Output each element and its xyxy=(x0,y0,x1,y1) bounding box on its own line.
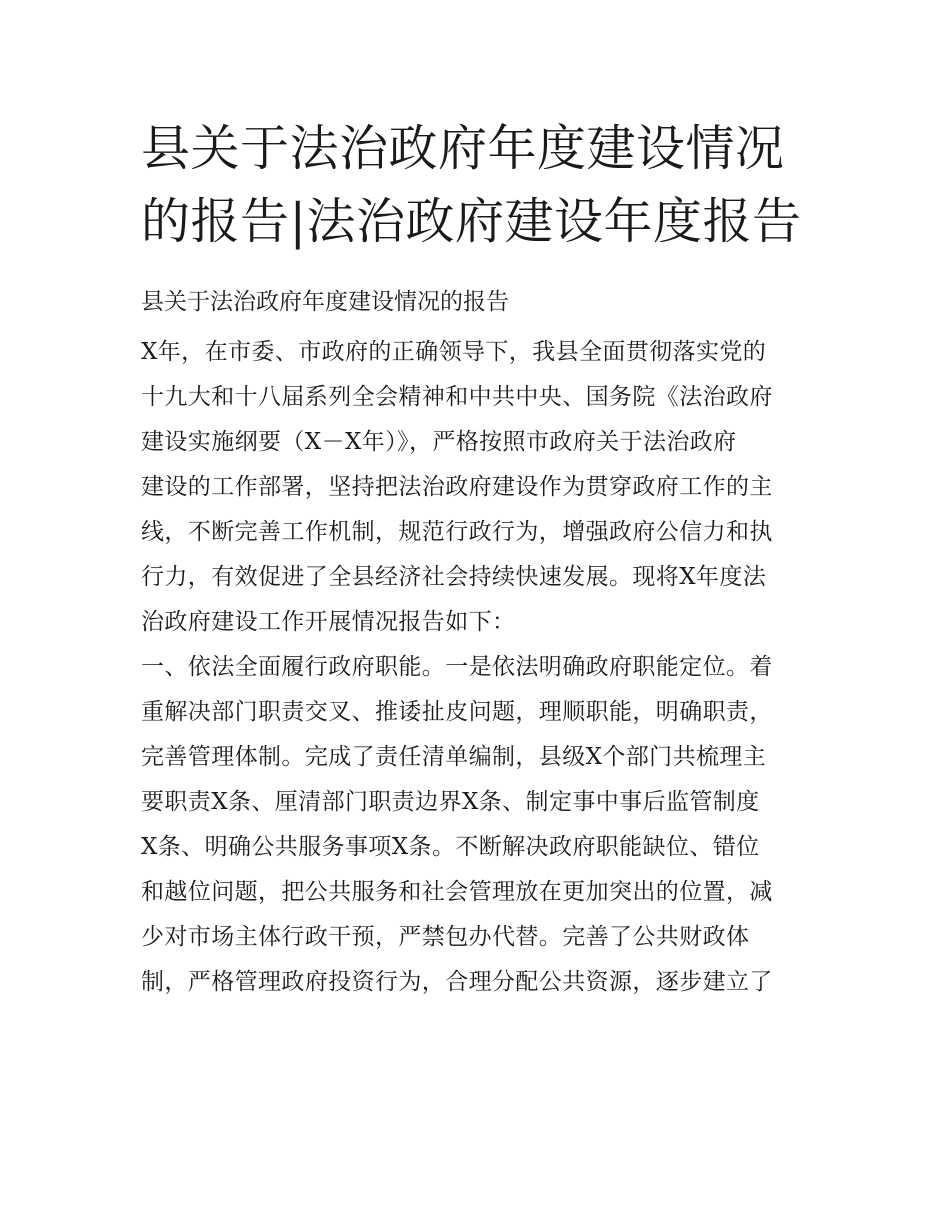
body-line: 一、依法全面履行政府职能。一是依法明确政府职能定位。着 xyxy=(141,654,773,680)
body-line: 行力，有效促进了全县经济社会持续快速发展。现将X年度法 xyxy=(141,564,767,590)
body-line: 制，严格管理政府投资行为，合理分配公共资源，逐步建立了 xyxy=(141,969,773,995)
body-line: 少对市场主体行政干预，严禁包办代替。完善了公共财政体 xyxy=(141,924,750,950)
document-body xyxy=(141,330,831,1005)
document-title-line: 县关于法治政府年度建设情况 xyxy=(141,120,785,177)
body-line: 治政府建设工作开展情况报告如下： xyxy=(141,609,516,635)
body-line: 十九大和十八届系列全会精神和中共中央、国务院《法治政府 xyxy=(141,384,773,410)
document-title-line: 的报告|法治政府建设年度报告 xyxy=(141,193,802,250)
body-line: 完善管理体制。完成了责任清单编制，县级X个部门共梳理主 xyxy=(141,744,767,770)
body-line: 和越位问题，把公共服务和社会管理放在更加突出的位置，减 xyxy=(141,879,773,905)
body-line: 建设实施纲要（X－X年）》，严格按照市政府关于法治政府 xyxy=(141,429,737,455)
body-line: 要职责X条、厘清部门职责边界X条、制定事中事后监管制度 xyxy=(141,789,760,815)
body-line: X条、明确公共服务事项X条。不断解决政府职能缺位、错位 xyxy=(141,834,760,860)
document-title xyxy=(141,112,831,258)
document-subtitle: 县关于法治政府年度建设情况的报告 xyxy=(141,289,509,315)
body-line: 线，不断完善工作机制，规范行政行为，增强政府公信力和执 xyxy=(141,519,773,545)
body-line: 建设的工作部署，坚持把法治政府建设作为贯穿政府工作的主 xyxy=(141,474,773,500)
body-line: X年，在市委、市政府的正确领导下，我县全面贯彻落实党的 xyxy=(141,339,767,365)
body-line: 重解决部门职责交叉、推诿扯皮问题，理顺职能，明确职责， xyxy=(141,699,773,725)
